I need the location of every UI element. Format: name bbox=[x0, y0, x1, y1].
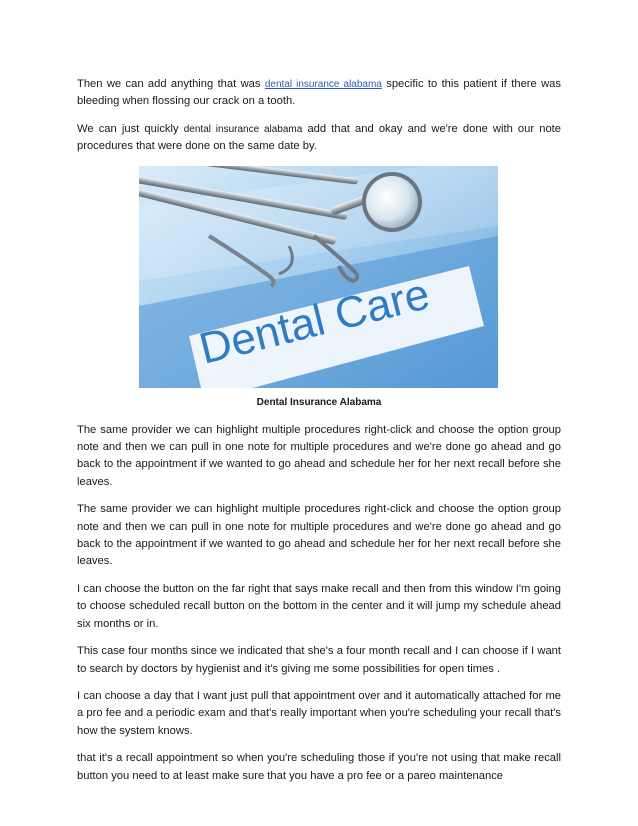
inline-keyword: dental insurance alabama bbox=[183, 123, 303, 135]
document-body bbox=[77, 76, 561, 795]
paragraph-4: The same provider we can highlight multiple procedures right-click and choose the option group note and then we can pull in one note for multiple procedures and we're done go ahead and go back to the appointment if we wanted to go ahead and schedule her for her next recall before she leaves. bbox=[77, 503, 561, 568]
dental-care-image bbox=[139, 166, 498, 388]
paragraph-8: that it's a recall appointment so when you're scheduling those if you're not using that make recall button you need to at least make sure that you have a pro fee or a pareo maintenance bbox=[77, 752, 561, 782]
paragraph-7: I can choose a day that I want just pull that appointment over and it automatically attached for me a pro fee and a periodic exam and that's really important when you're scheduling your recall that's how the system knows. bbox=[77, 689, 561, 737]
paragraph-3: The same provider we can highlight multiple procedures right-click and choose the option group note and then we can pull in one note for multiple procedures and we're done go ahead and go back to the appointment if we wanted to go ahead and schedule her for her next recall before she leaves. bbox=[77, 423, 561, 488]
paragraph-5: I can choose the button on the far right that says make recall and then from this window I'm going to choose scheduled recall button on the bottom in the center and it will jump my schedule ahead six months or in. bbox=[77, 582, 561, 630]
figure-caption: Dental Insurance Alabama bbox=[256, 396, 382, 408]
paragraph-1-end: specific to this patient if there was bleeding when flossing our crack on a tooth. bbox=[77, 78, 561, 108]
paragraph-1 bbox=[77, 76, 561, 111]
paragraph-2-end: add that and okay and we're done with our note procedures that were done on the same date by. bbox=[77, 122, 562, 153]
paragraph-1-start: Then we can add anything that was bbox=[77, 78, 265, 90]
paragraph-2-start: We can just quickly bbox=[77, 122, 184, 135]
paragraph-6: This case four months since we indicated that she's a four month recall and I can choose if I want to search by doctors by hygienist and it's giving me some possibilities for open times . bbox=[77, 645, 561, 675]
dental-care-text: Dental Care bbox=[194, 268, 435, 374]
paragraph-2 bbox=[77, 121, 561, 156]
dental-insurance-link[interactable]: dental insurance alabama bbox=[264, 79, 382, 90]
dental-care-illustration bbox=[139, 166, 498, 388]
